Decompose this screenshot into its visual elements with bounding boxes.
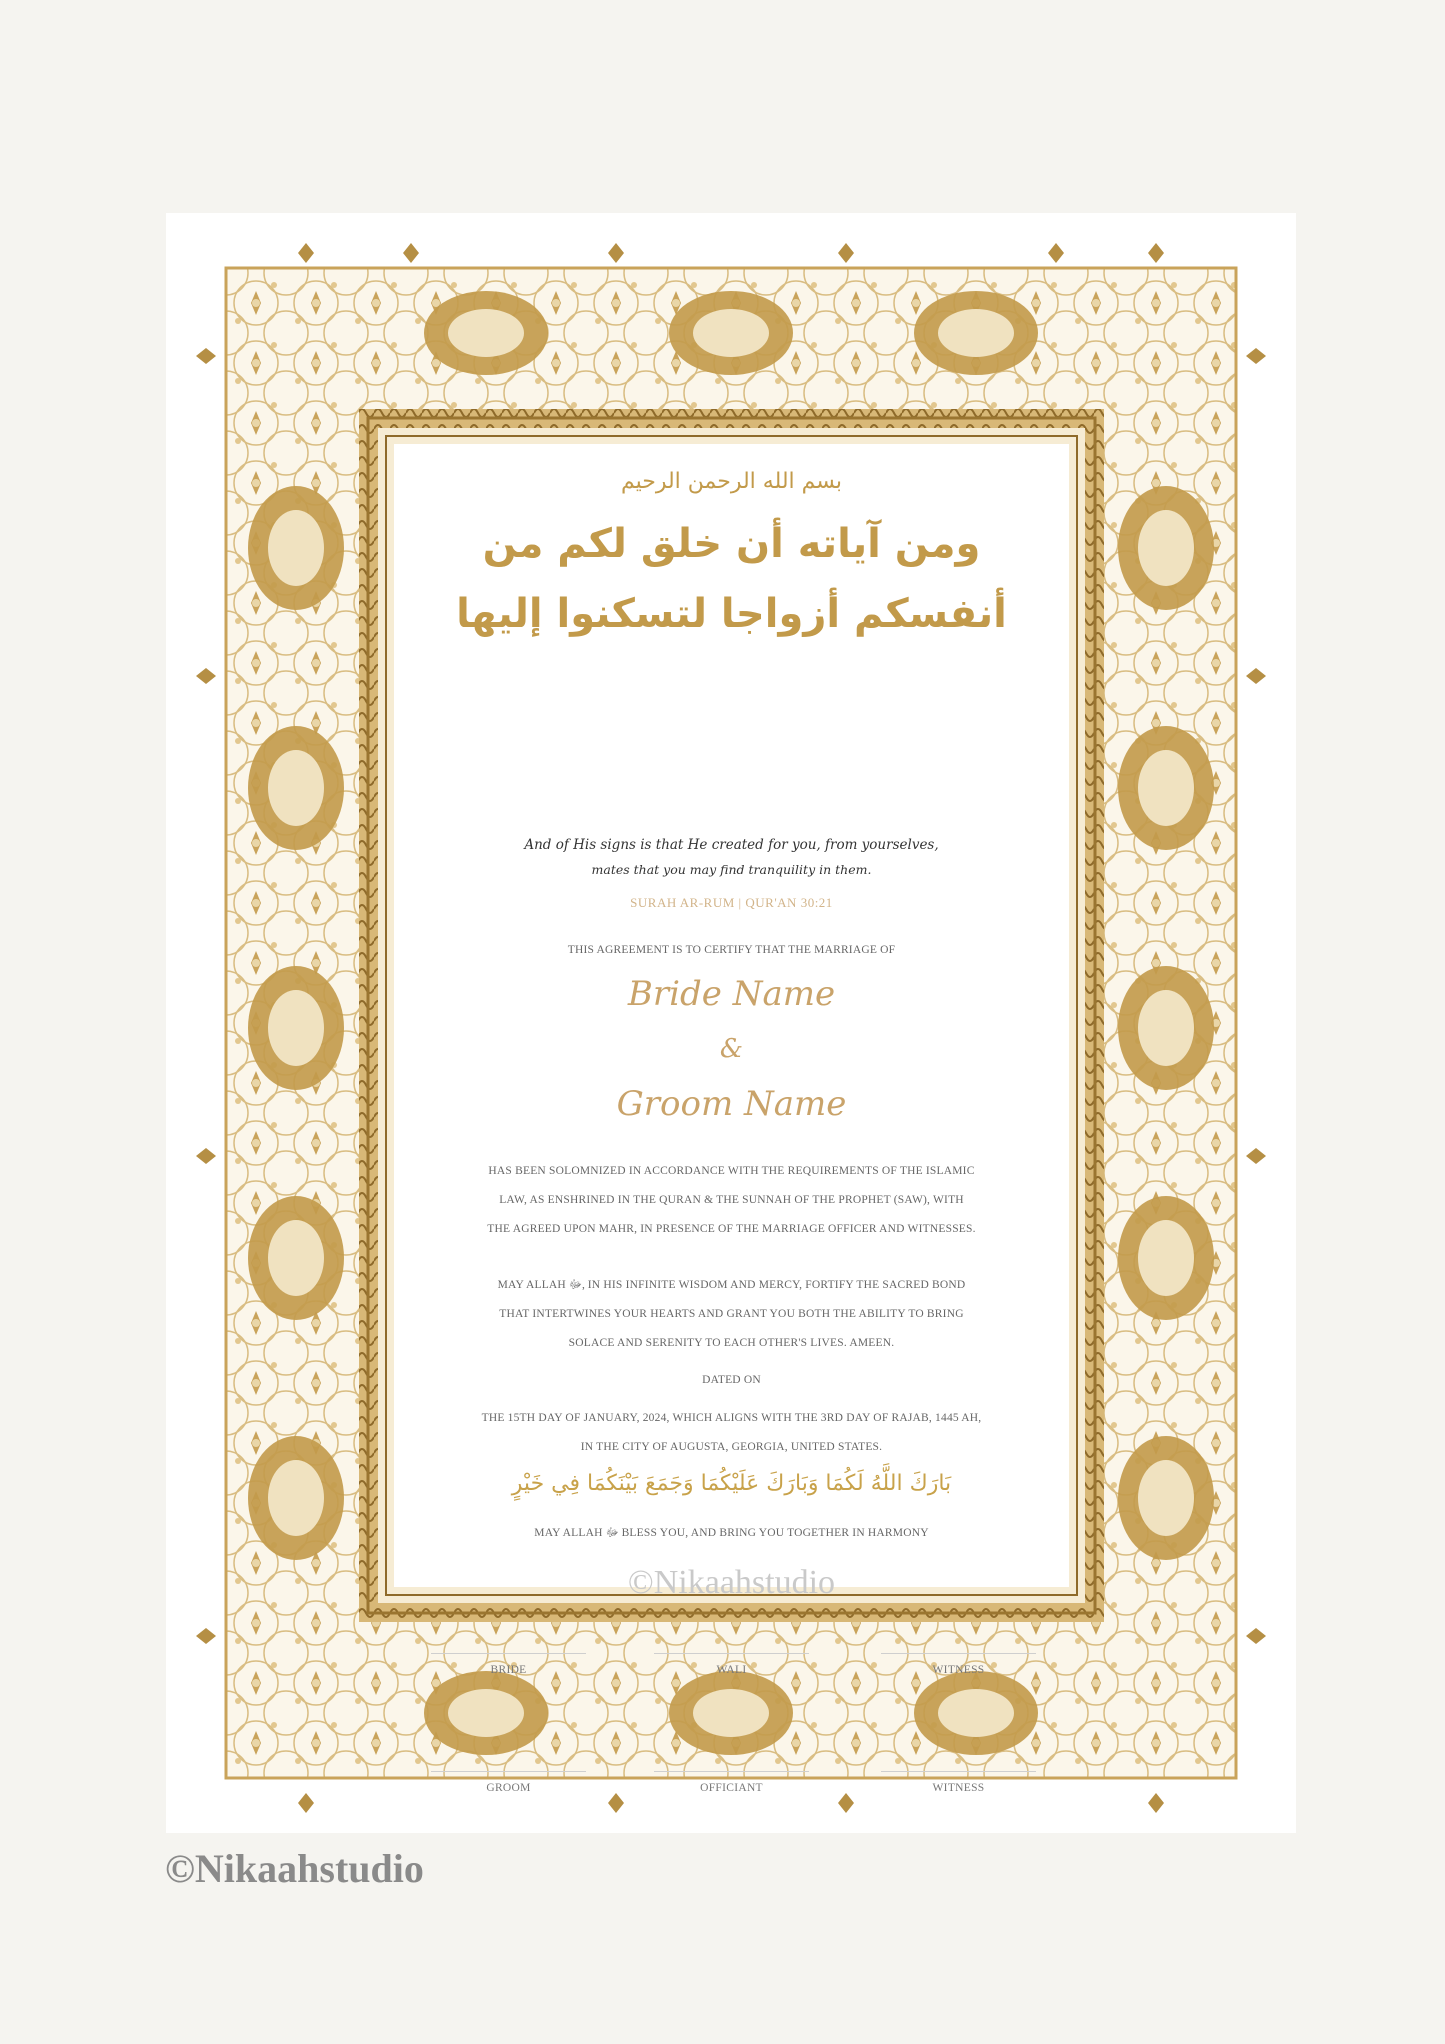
signature-witness-2 <box>881 1771 1036 1794</box>
signature-groom <box>431 1771 586 1794</box>
certificate-sheet <box>166 213 1296 1833</box>
verse-english-line1: And of His signs is that He created for you, from yourselves, <box>524 837 939 853</box>
signature-line <box>654 1771 809 1772</box>
signature-label: WITNESS <box>932 1664 985 1676</box>
center-watermark: ©Nikaahstudio <box>627 1564 836 1601</box>
bride-name: Bride Name <box>627 974 836 1014</box>
blessing-english: MAY ALLAH ﷻ BLESS YOU, AND BRING YOU TOGETHER IN HARMONY <box>534 1527 929 1539</box>
date-line2: IN THE CITY OF AUGUSTA, GEORGIA, UNITED STATES. <box>580 1441 883 1453</box>
ampersand: & <box>719 1034 744 1064</box>
footer-watermark: ©Nikaahstudio <box>165 1846 424 1891</box>
solemnized-line2: LAW, AS ENSHRINED IN THE QURAN & THE SUNNAH OF THE PROPHET (SAW), WITH <box>499 1194 964 1206</box>
signature-line <box>881 1653 1036 1654</box>
groom-name: Groom Name <box>616 1084 847 1124</box>
bismillah-calligraphy: بسم الله الرحمن الرحيم <box>620 469 843 494</box>
signature-officiant <box>654 1771 809 1794</box>
signature-line <box>431 1771 586 1772</box>
certificate-content <box>394 429 1069 1794</box>
signature-bride <box>431 1653 586 1676</box>
signature-label: OFFICIANT <box>700 1782 763 1794</box>
verse-calligraphy: ومن آياته أن خلق لكم من أنفسكم أزواجا لتسكنوا إليها <box>456 521 1007 637</box>
dated-on-label: DATED ON <box>702 1374 761 1386</box>
signature-label: WITNESS <box>932 1782 985 1794</box>
certify-intro: THIS AGREEMENT IS TO CERTIFY THAT THE MARRIAGE OF <box>567 944 896 956</box>
signature-line <box>654 1653 809 1654</box>
dua-line3: SOLACE AND SERENITY TO EACH OTHER'S LIVES. AMEEN. <box>568 1337 895 1349</box>
arabic-blessing: بَارَكَ اللَّهُ لَكُمَا وَبَارَكَ عَلَيْكُمَا وَجَمَعَ بَيْنَكُمَا فِي خَيْرٍ <box>511 1471 952 1496</box>
signature-label: GROOM <box>486 1782 531 1794</box>
signature-witness-1 <box>881 1653 1036 1676</box>
verse-english-line2: mates that you may find tranquility in them. <box>591 862 872 877</box>
signature-line <box>881 1771 1036 1772</box>
signature-label: WALI <box>716 1664 747 1676</box>
dua-line1: MAY ALLAH ﷻ, IN HIS INFINITE WISDOM AND MERCY, FORTIFY THE SACRED BOND <box>497 1279 966 1291</box>
signature-wali <box>654 1653 809 1676</box>
solemnized-line1: HAS BEEN SOLOMNIZED IN ACCORDANCE WITH THE REQUIREMENTS OF THE ISLAMIC <box>488 1165 975 1177</box>
dua-line2: THAT INTERTWINES YOUR HEARTS AND GRANT YOU BOTH THE ABILITY TO BRING <box>499 1308 964 1320</box>
verse-reference: SURAH AR-RUM | QUR'AN 30:21 <box>630 895 833 910</box>
solemnized-line3: THE AGREED UPON MAHR, IN PRESENCE OF THE MARRIAGE OFFICER AND WITNESSES. <box>487 1223 976 1235</box>
date-line1: THE 15TH DAY OF JANUARY, 2024, WHICH ALIGNS WITH THE 3RD DAY OF RAJAB, 1445 AH, <box>481 1412 982 1424</box>
signature-label: BRIDE <box>490 1664 527 1676</box>
signature-line <box>431 1653 586 1654</box>
